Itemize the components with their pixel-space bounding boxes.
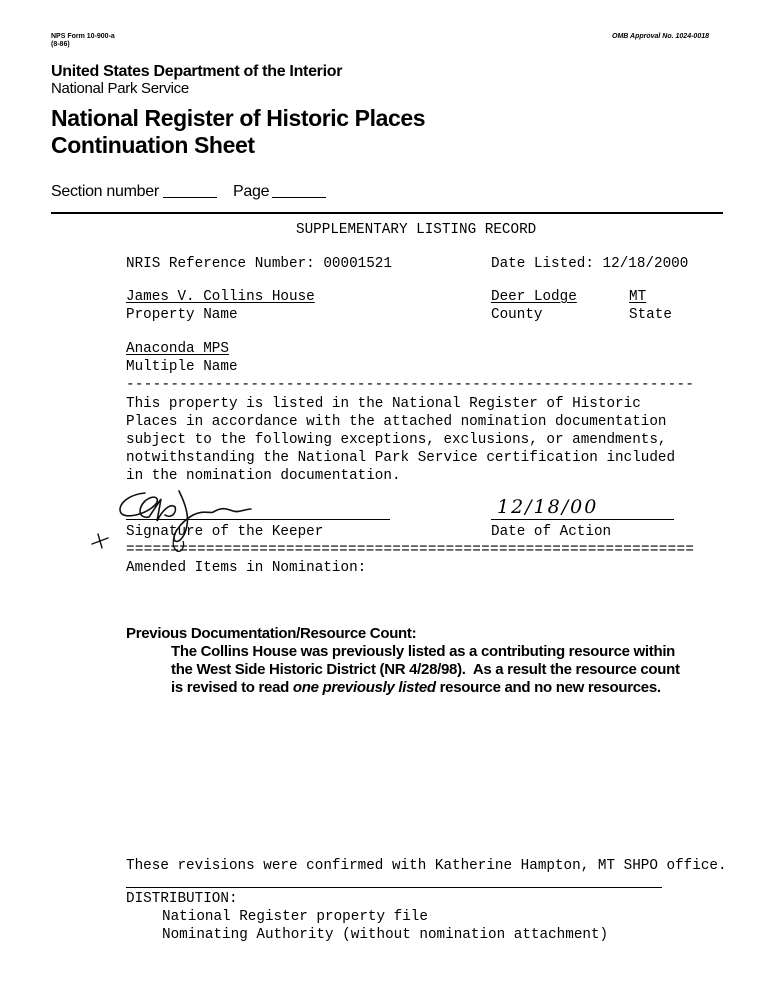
state-caption: State (629, 307, 672, 323)
section-number-label: Section number (51, 183, 159, 200)
county-caption: County (491, 307, 543, 323)
statement-line-4: notwithstanding the National Park Service certification included (126, 450, 676, 466)
multiple-name-value: Anaconda MPS (126, 341, 229, 357)
department-name: United States Department of the Interior (51, 63, 343, 80)
amendment-line-3-end: resource and no new resources. (435, 679, 661, 696)
amendment-line-3 (171, 679, 661, 696)
action-date-caption: Date of Action (491, 524, 612, 540)
dash-divider: ---------------------------------------------------------------- (126, 377, 695, 393)
statement-line-5: in the nomination documentation. (126, 468, 401, 484)
agency-name: National Park Service (51, 80, 189, 97)
distribution-item-2: Nominating Authority (without nomination attachment) (162, 927, 609, 943)
property-name-caption: Property Name (126, 307, 238, 323)
header-divider (51, 212, 723, 214)
date-listed: Date Listed: 12/18/2000 (491, 256, 689, 272)
amendment-line-1: The Collins House was previously listed as a contributing resource within (171, 643, 676, 660)
amendment-heading: Previous Documentation/Resource Count: (126, 625, 417, 642)
page-label: Page (233, 183, 270, 200)
nris-reference: NRIS Reference Number: 00001521 (126, 256, 392, 272)
action-date-handwritten: 12/18/00 (497, 496, 599, 518)
amendment-line-3-start: is revised to read (171, 679, 293, 696)
section-number-blank (163, 197, 217, 198)
state-value: MT (629, 289, 647, 305)
form-number: NPS Form 10-900-a (51, 33, 115, 40)
amended-items-heading: Amended Items in Nomination: (126, 560, 367, 576)
page-blank (272, 197, 326, 198)
property-name-value: James V. Collins House (126, 289, 315, 305)
county-value: Deer Lodge (491, 289, 577, 305)
statement-line-3: subject to the following exceptions, exclusions, or amendments, (126, 432, 667, 448)
confirmation-note: These revisions were confirmed with Katherine Hampton, MT SHPO office. (126, 858, 727, 874)
amendment-line-2: the West Side Historic District (NR 4/28/98). As a result the resource count (171, 661, 680, 678)
check-mark-icon (90, 530, 110, 550)
record-heading: SUPPLEMENTARY LISTING RECORD (296, 222, 537, 238)
omb-approval: OMB Approval No. 1024-0018 (612, 33, 709, 40)
page-title: National Register of Historic Places (51, 105, 426, 131)
statement-line-1: This property is listed in the National Register of Historic (126, 396, 641, 412)
distribution-item-1: National Register property file (162, 909, 428, 925)
footer-divider (126, 887, 662, 888)
form-date: (8-86) (51, 41, 70, 48)
statement-line-2: Places in accordance with the attached nomination documentation (126, 414, 667, 430)
amendment-line-3-emphasis: one previously listed (292, 679, 436, 696)
page-subtitle: Continuation Sheet (51, 132, 255, 158)
signature-caption: Signature of the Keeper (126, 524, 324, 540)
equals-divider: ================================================================ (126, 542, 695, 558)
action-date-line (491, 519, 674, 520)
distribution-heading: DISTRIBUTION: (126, 891, 238, 907)
multiple-name-caption: Multiple Name (126, 359, 238, 375)
